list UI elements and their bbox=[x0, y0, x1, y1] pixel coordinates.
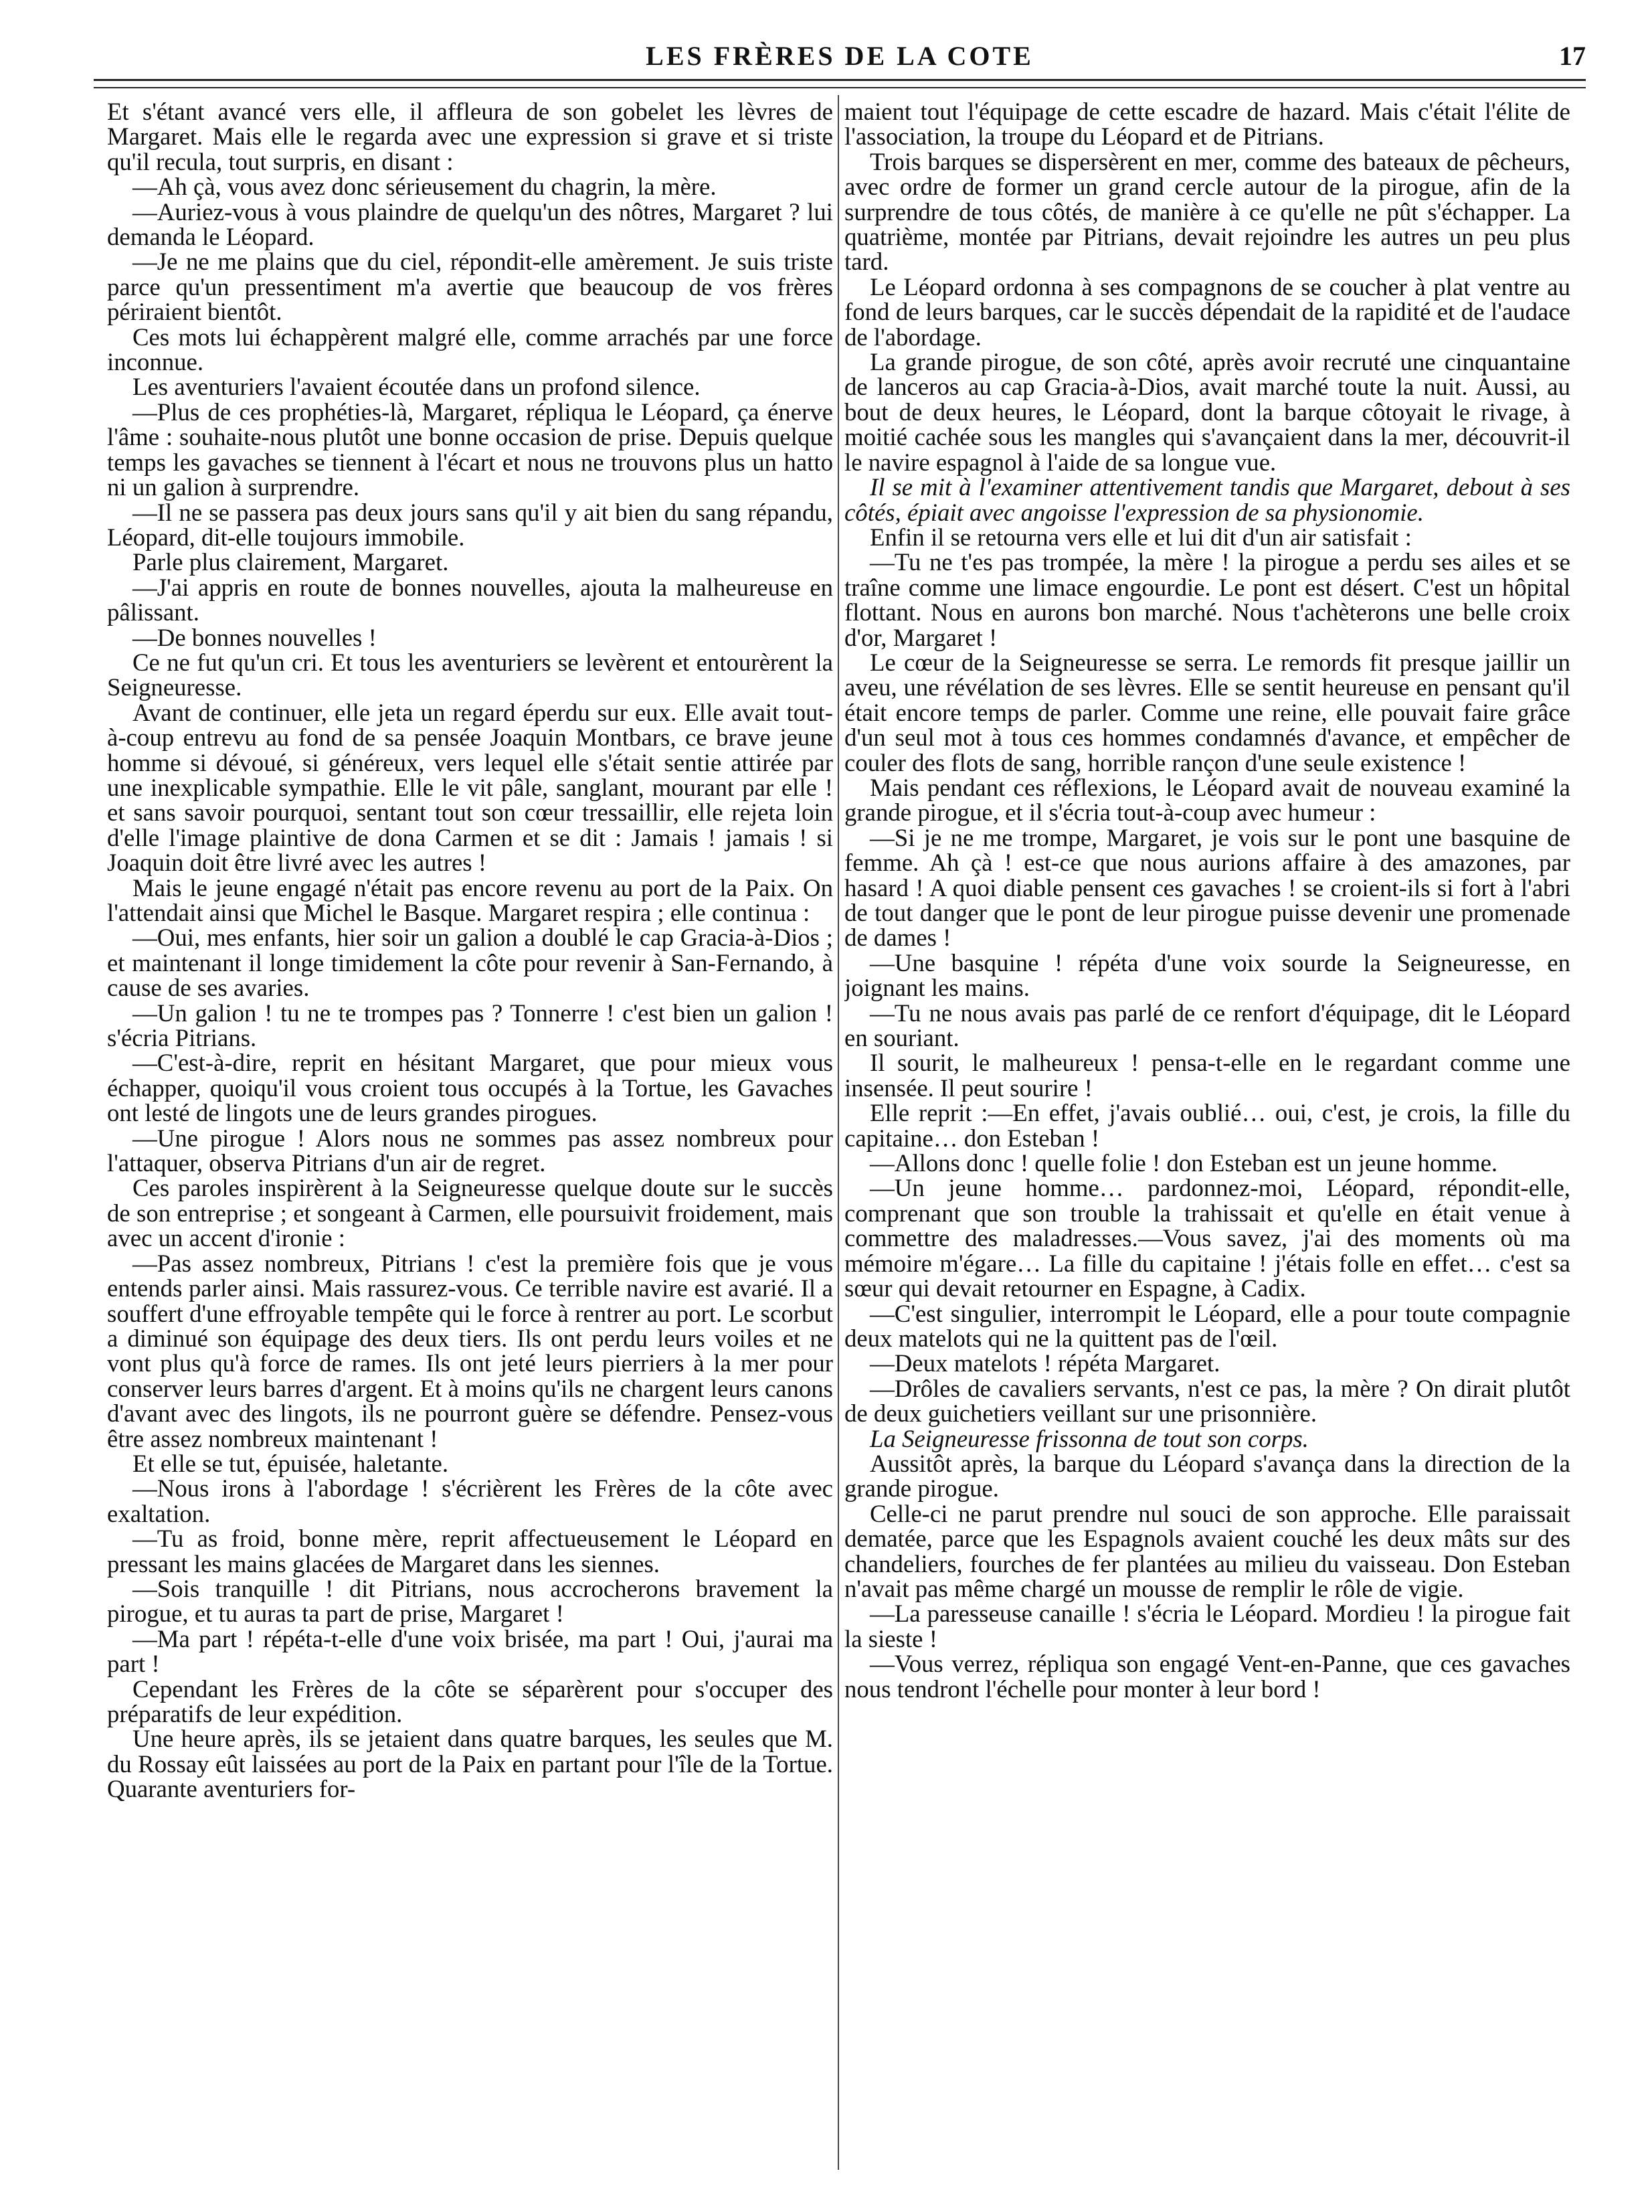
paragraph: Cependant les Frères de la côte se séparèrent pour s'occuper des préparatifs de leur expédition. bbox=[107, 1675, 833, 1727]
paragraph: Celle-ci ne parut prendre nul souci de son approche. Elle paraissait dematée, parce que les Espagnols avaient couché les deux mâts sur des chandeliers, fourches de fer plantées au milieu du vaisseau. Don Esteban n'avait pas même chargé un mousse de remplir le rôle de vigie. bbox=[844, 1499, 1570, 1602]
paragraph: —Sois tranquille ! dit Pitrians, nous accrocherons bravement la pirogue, et tu auras ta part de prise, Margaret ! bbox=[107, 1574, 833, 1628]
paragraph: Aussitôt après, la barque du Léopard s'avança dans la direction de la grande pirogue. bbox=[844, 1449, 1570, 1503]
paragraph: —Ma part ! répéta-t-elle d'une voix brisée, ma part ! Oui, j'aurai ma part ! bbox=[107, 1624, 833, 1678]
paragraph: Les aventuriers l'avaient écoutée dans un profond silence. bbox=[132, 373, 701, 401]
paragraph: —J'ai appris en route de bonnes nouvelles, ajouta la malheureuse en pâlissant. bbox=[107, 573, 833, 626]
paragraph: Trois barques se dispersèrent en mer, comme des bateaux de pêcheurs, avec ordre de former un grand cercle autour de la pirogue, afin de la surprendre de tous côtés, de manière à ce qu'elle ne pût s'échapper. La quatrième, montée par Pitrians, devait rejoindre les autres un peu plus tard. bbox=[844, 147, 1570, 276]
paragraph: —Une pirogue ! Alors nous ne sommes pas assez nombreux pour l'attaquer, observa Pitrians d'un air de regret. bbox=[107, 1124, 833, 1177]
paragraph: La Seigneuresse frissonna de tout son corps. bbox=[870, 1424, 1309, 1452]
paragraph: Mais le jeune engagé n'était pas encore revenu au port de la Paix. On l'attendait ainsi que Michel le Basque. Margaret respira ; elle continua : bbox=[107, 873, 833, 926]
paragraph: Le Léopard ordonna à ses compagnons de se coucher à plat ventre au fond de leurs barques, car le succès dépendait de la rapidité et de l'audace de l'abordage. bbox=[844, 272, 1570, 351]
paragraph: Parle plus clairement, Margaret. bbox=[132, 548, 449, 576]
paragraph: —De bonnes nouvelles ! bbox=[132, 623, 377, 651]
paragraph: —Pas assez nombreux, Pitrians ! c'est la première fois que je vous entends parler ainsi. Mais rassurez-vous. Ce terrible navire est avarié. Il a souffert d'une effroyable tempête qui le force à rentrer au port. Le scorbut a diminué son équipage des deux tiers. Ils ont perdu leurs voiles et ne vont plus qu'à force de rames. Ils ont jeté leurs pierriers à la mer pour conserver leurs barres d'argent. Et à moins qu'ils ne chargent leurs canons d'avant avec des lingots, ils ne pourront guère se défendre. Pensez-vous être assez nombreux maintenant ! bbox=[107, 1249, 833, 1452]
paragraph: —Vous verrez, répliqua son engagé Vent-en-Panne, que ces gavaches nous tendront l'échelle pour monter à leur bord ! bbox=[844, 1650, 1570, 1703]
paragraph: Une heure après, ils se jetaient dans quatre barques, les seules que M. du Rossay eût laissées au port de la Paix en partant pour l'île de la Tortue. Quarante aventuriers for- bbox=[107, 1725, 833, 1803]
paragraph: —Un jeune homme… pardonnez-moi, Léopard, répondit-elle, comprenant que son trouble la trahissait et qu'elle en était venue à commettre des maladresses.—Vous savez, j'ai des moments où ma mémoire m'égare… La fille du capitaine ! j'étais folle en effet… c'est sa sœur qui devait retourner en Espagne, à Cadix. bbox=[844, 1174, 1570, 1302]
paragraph: La grande pirogue, de son côté, après avoir recruté une cinquantaine de lanceros au cap Gracia-à-Dios, avait marché toute la nuit. Aussi, au bout de deux heures, le Léopard, dont la barque côtoyait le rivage, à moitié cachée sous les mangles qui s'avançaient dans la mer, découvrit-il le navire espagnol à l'aide de sa longue vue. bbox=[844, 348, 1570, 476]
paragraph: —Tu ne t'es pas trompée, la mère ! la pirogue a perdu ses ailes et se traîne comme une limace engourdie. Le pont est désert. C'est un hôpital flottant. Nous en aurons bon marché. Nous t'achèterons une belle croix d'or, Margaret ! bbox=[844, 548, 1570, 651]
paragraph: Ces mots lui échappèrent malgré elle, comme arrachés par une force inconnue. bbox=[107, 323, 833, 376]
column-divider bbox=[838, 95, 839, 2170]
header-rule-thick bbox=[94, 79, 1586, 81]
paragraph: —Plus de ces prophéties-là, Margaret, répliqua le Léopard, ça énerve l'âme : souhaite-nous plutôt une bonne occasion de prise. Depuis quelque temps les gavaches se tiennent à l'écart et nous ne trouvons plus un hatto ni un galion à surprendre. bbox=[107, 398, 833, 501]
paragraph: Il sourit, le malheureux ! pensa-t-elle en le regardant comme une insensée. Il peut sourire ! bbox=[844, 1049, 1570, 1102]
paragraph: —Tu ne nous avais pas parlé de ce renfort d'équipage, dit le Léopard en souriant. bbox=[844, 999, 1570, 1052]
paragraph: —Il ne se passera pas deux jours sans qu'il y ait bien du sang répandu, Léopard, dit-elle toujours immobile. bbox=[107, 498, 833, 551]
right-column bbox=[844, 99, 1570, 2174]
paragraph: Le cœur de la Seigneuresse se serra. Le remords fit presque jaillir un aveu, une révélation de ses lèvres. Elle se sentit heureuse en pensant qu'il était encore temps de parler. Comme une reine, elle pouvait faire grâce d'un seul mot à tous ces hommes condamnés d'avance, et empêcher de couler des flots de sang, horrible rançon d'une seule existence ! bbox=[844, 648, 1570, 776]
paragraph: —Drôles de cavaliers servants, n'est ce pas, la mère ? On dirait plutôt de deux guichetiers veillant sur une prisonnière. bbox=[844, 1374, 1570, 1428]
paragraph: Mais pendant ces réflexions, le Léopard avait de nouveau examiné la grande pirogue, et il s'écria tout-à-coup avec humeur : bbox=[844, 773, 1570, 827]
paragraph: —Deux matelots ! répéta Margaret. bbox=[870, 1349, 1220, 1377]
paragraph: —Si je ne me trompe, Margaret, je vois sur le pont une basquine de femme. Ah çà ! est-ce que nous aurions affaire à des amazones, par hasard ! A quoi diable pensent ces gavaches ! se croient-ils si fort à l'abri de tout danger que le pont de leur pirogue puisse devenir une promenade de dames ! bbox=[844, 823, 1570, 952]
paragraph: —La paresseuse canaille ! s'écria le Léopard. Mordieu ! la pirogue fait la sieste ! bbox=[844, 1600, 1570, 1652]
paragraph: —Ah çà, vous avez donc sérieusement du chagrin, la mère. bbox=[132, 173, 717, 201]
paragraph: —Auriez-vous à vous plaindre de quelqu'un des nôtres, Margaret ? lui demanda le Léopard. bbox=[107, 197, 833, 251]
left-column bbox=[107, 99, 833, 2174]
paragraph: maient tout l'équipage de cette escadre de hazard. Mais c'était l'élite de l'association, la troupe du Léopard et de Pitrians. bbox=[844, 99, 1570, 151]
paragraph: Elle reprit :—En effet, j'avais oublié… oui, c'est, je crois, la fille du capitaine… don Esteban ! bbox=[844, 1099, 1570, 1152]
paragraph: —Tu as froid, bonne mère, reprit affectueusement le Léopard en pressant les mains glacées de Margaret dans les siennes. bbox=[107, 1525, 833, 1578]
running-title: LES FRÈRES DE LA COTE bbox=[646, 41, 1034, 71]
paragraph: —C'est-à-dire, reprit en hésitant Margaret, que pour mieux vous échapper, quoiqu'il vous croient tous occupés à la Tortue, les Gavaches ont lesté de lingots une de leurs grandes pirogues. bbox=[107, 1049, 833, 1127]
paragraph: Avant de continuer, elle jeta un regard éperdu sur eux. Elle avait tout-à-coup entrevu au fond de sa pensée Joaquin Montbars, ce brave jeune homme si dévoué, si généreux, vers lequel elle s'était sentie attirée par une inexplicable sympathie. Elle le vit pâle, sanglant, mourant par elle ! et sans savoir pourquoi, sentant tout son cœur tressaillir, elle rejeta loin d'elle l'image plaintive de dona Carmen et se dit : Jamais ! jamais ! si Joaquin doit être livré avec les autres ! bbox=[107, 698, 833, 877]
page-number: 17 bbox=[1559, 41, 1586, 71]
paragraph: Et s'étant avancé vers elle, il affleura de son gobelet les lèvres de Margaret. Mais elle le regarda avec une expression si grave et si triste qu'il recula, tout surpris, en disant : bbox=[107, 99, 833, 175]
paragraph: —C'est singulier, interrompit le Léopard, elle a pour toute compagnie deux matelots qui ne la quittent pas de l'œil. bbox=[844, 1299, 1570, 1352]
paragraph: Enfin il se retourna vers elle et lui dit d'un air satisfait : bbox=[870, 523, 1412, 551]
paragraph: Ces paroles inspirèrent à la Seigneuresse quelque doute sur le succès de son entreprise ; et songeant à Carmen, elle poursuivit froidement, mais avec un accent d'ironie : bbox=[107, 1174, 833, 1252]
paragraph: Et elle se tut, épuisée, haletante. bbox=[132, 1449, 449, 1477]
paragraph: —Allons donc ! quelle folie ! don Esteban est un jeune homme. bbox=[870, 1149, 1498, 1177]
paragraph: Ce ne fut qu'un cri. Et tous les aventuriers se levèrent et entourèrent la Seigneuresse. bbox=[107, 648, 833, 701]
paragraph: —Je ne me plains que du ciel, répondit-elle amèrement. Je suis triste parce qu'un pressentiment m'a avertie que beaucoup de vos frères périraient bientôt. bbox=[107, 248, 833, 326]
paragraph: —Une basquine ! répéta d'une voix sourde la Seigneuresse, en joignant les mains. bbox=[844, 948, 1570, 1002]
page-header bbox=[94, 39, 1586, 79]
paragraph: —Nous irons à l'abordage ! s'écrièrent les Frères de la côte avec exaltation. bbox=[107, 1474, 833, 1527]
paragraph: —Un galion ! tu ne te trompes pas ? Tonnerre ! c'est bien un galion ! s'écria Pitrians. bbox=[107, 999, 833, 1052]
paragraph: Il se mit à l'examiner attentivement tandis que Margaret, debout à ses côtés, épiait avec angoisse l'expression de sa physionomie. bbox=[844, 473, 1570, 526]
header-rule-thin bbox=[94, 87, 1586, 88]
paragraph: —Oui, mes enfants, hier soir un galion a doublé le cap Gracia-à-Dios ; et maintenant il longe timidement la côte pour revenir à San-Fernando, à cause de ses avaries. bbox=[107, 924, 833, 1002]
